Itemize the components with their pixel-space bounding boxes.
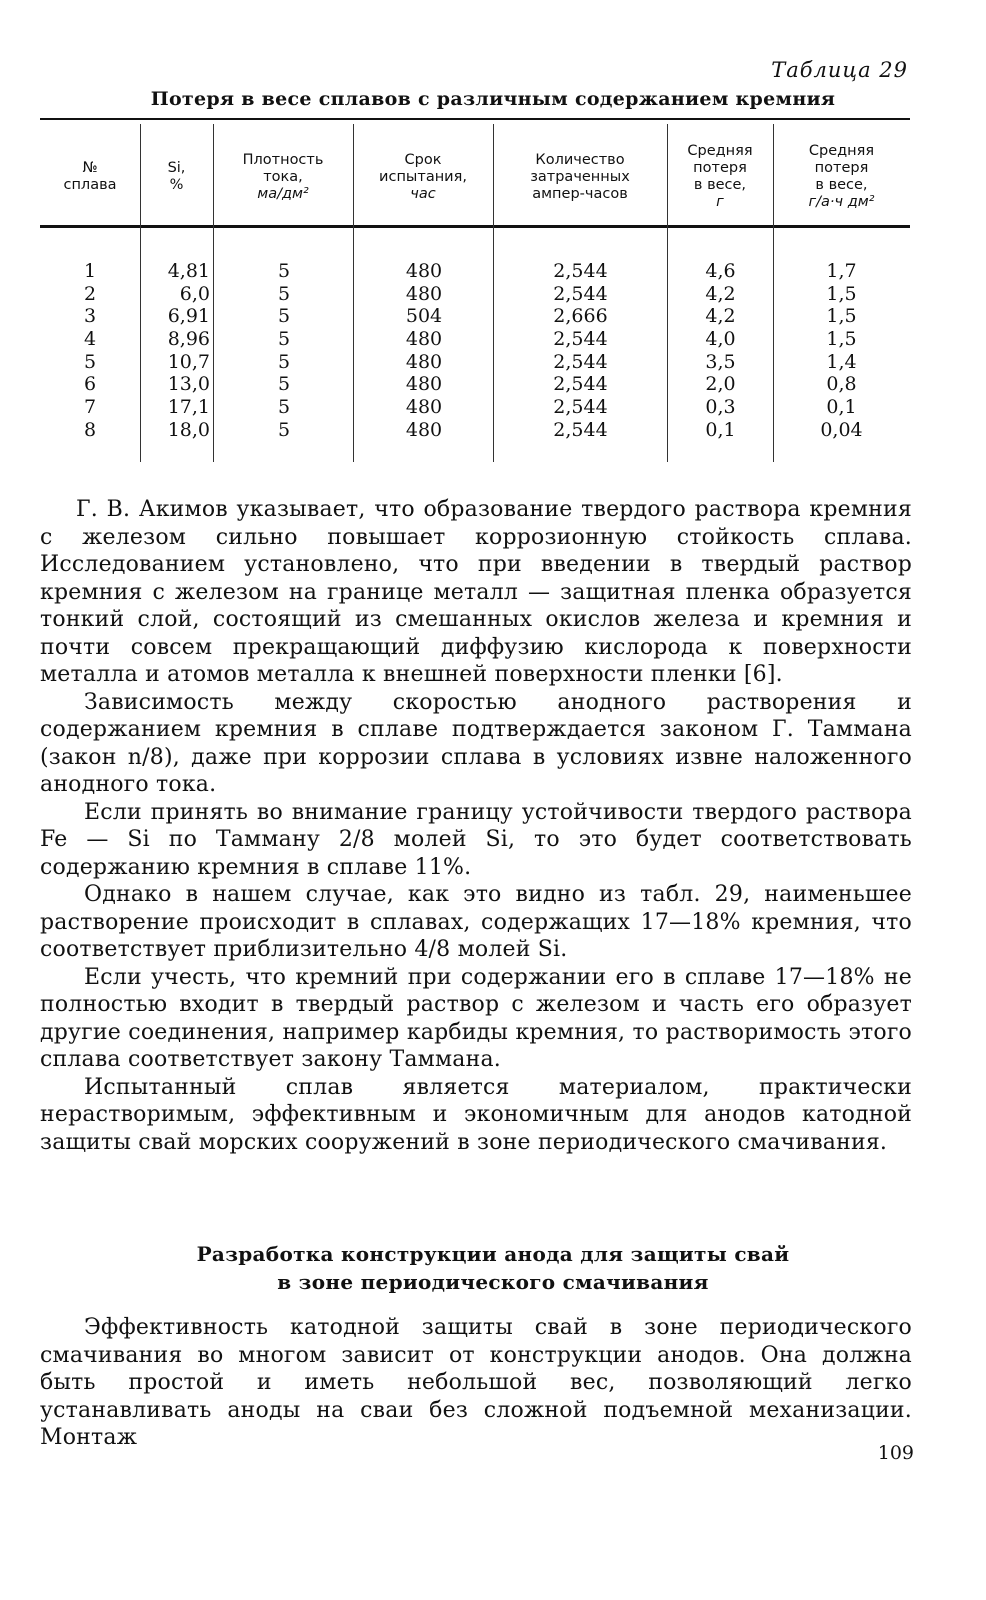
header-ampere-hours: Количество затраченных ампер-часов bbox=[530, 151, 630, 202]
table-cell: 0,04 bbox=[820, 418, 863, 441]
table-cell: 2,544 bbox=[553, 282, 608, 305]
table-cell: 0,8 bbox=[826, 373, 857, 396]
table-cell: 5 bbox=[277, 282, 291, 305]
table-cell: 8,96 bbox=[167, 328, 210, 351]
column-current-density bbox=[215, 260, 353, 442]
table-cell: 2,0 bbox=[705, 373, 736, 396]
header-silicon: Si, % bbox=[167, 160, 186, 193]
paragraph: Если учесть, что кремний при содержании его в сплаве 17—18% не полностью входит в твердый раствор с железом и часть его образует другие соединения, например карбиды кремния, то растворимость этого сплава соответствует закону Таммана. bbox=[40, 964, 912, 1072]
paragraph: Эффективность катодной защиты свай в зоне периодического смачивания во многом зависит от конструкции анодов. Она должна быть простой и иметь небольшой вес, позволяющий легко устанавливать аноды на сваи без сложной подъемной механизации. Монтаж bbox=[40, 1315, 912, 1450]
table-cell: 0,3 bbox=[705, 396, 736, 419]
table-cell: 4,6 bbox=[705, 260, 736, 282]
table-cell: 4,2 bbox=[705, 282, 736, 305]
section-heading: Разработка конструкции анода для защиты свай в зоне периодического смачивания bbox=[196, 1242, 790, 1294]
table-header-rule bbox=[40, 225, 910, 228]
table-cell: 1,5 bbox=[826, 305, 857, 328]
column-ampere-hours bbox=[493, 260, 668, 442]
table-cell: 5 bbox=[277, 260, 291, 282]
paragraph: Испытанный сплав является материалом, практически нерастворимым, эффективным и экономичным для анодов катодной защиты свай морских сооружений в зоне периодического смачивания. bbox=[40, 1074, 912, 1155]
table-cell: 1,7 bbox=[826, 260, 857, 282]
table-cell: 4,2 bbox=[705, 305, 736, 328]
table-cell: 4,81 bbox=[167, 260, 210, 282]
paragraph: Если принять во внимание границу устойчивости твердого раствора Fe — Si по Тамману 2/8 молей Si, то это будет соответствовать содержанию кремния в сплаве 11%. bbox=[40, 799, 912, 880]
table-cell: 4 bbox=[83, 328, 97, 351]
table-cell: 5 bbox=[83, 350, 97, 373]
table-cell: 3,5 bbox=[705, 350, 736, 373]
table-cell: 5 bbox=[277, 418, 291, 441]
table-cell: 480 bbox=[405, 328, 443, 351]
table-cell: 17,1 bbox=[167, 396, 210, 419]
table-cell: 1,5 bbox=[826, 328, 857, 351]
table-cell: 480 bbox=[405, 373, 443, 396]
table-cell: 480 bbox=[405, 260, 443, 282]
column-weight-loss-rate bbox=[773, 260, 910, 442]
table-cell: 1 bbox=[83, 260, 97, 282]
table-cell: 1,4 bbox=[826, 350, 857, 373]
column-alloy-number bbox=[40, 260, 140, 442]
body-text bbox=[40, 1314, 912, 1452]
table-cell: 1,5 bbox=[826, 282, 857, 305]
table-cell: 480 bbox=[405, 396, 443, 419]
column-test-duration bbox=[355, 260, 493, 442]
table-cell: 2,666 bbox=[553, 305, 608, 328]
page-number: 109 bbox=[877, 1442, 914, 1464]
table-cell: 480 bbox=[405, 350, 443, 373]
table-cell: 0,1 bbox=[705, 418, 736, 441]
table-cell: 2,544 bbox=[553, 350, 608, 373]
paragraph: Г. В. Акимов указывает, что образование твердого раствора кремния с железом сильно повышает коррозионную стойкость сплава. Исследованием установлено, что при введении в твердый раствор кремния с железом на границе металл — защитная пленка образуется тонкий слой, состоящий из смешанных окислов железа и кремния и почти совсем прекращающий диффузию кислорода к поверхности металла и атомов металла к внешней поверхности пленки [6]. bbox=[40, 497, 912, 687]
body-text bbox=[40, 496, 912, 1156]
table-cell: 504 bbox=[405, 305, 443, 328]
table-cell: 13,0 bbox=[167, 373, 210, 396]
table-cell: 2 bbox=[83, 282, 97, 305]
table-cell: 2,544 bbox=[553, 328, 608, 351]
header-test-duration: Срок испытания, час bbox=[379, 151, 467, 202]
table-cell: 6,91 bbox=[167, 305, 210, 328]
table-cell: 10,7 bbox=[167, 350, 210, 373]
table-cell: 6 bbox=[83, 373, 97, 396]
header-weight-loss-rate: Средняя потеря в весе, г/а·ч дм² bbox=[808, 143, 875, 210]
table-cell: 4,0 bbox=[705, 328, 736, 351]
paragraph: Зависимость между скоростью анодного растворения и содержанием кремния в сплаве подтверждается законом Г. Таммана (закон n/8), даже при коррозии сплава в условиях извне наложенного анодного тока. bbox=[40, 689, 912, 797]
table-cell: 5 bbox=[277, 305, 291, 328]
column-weight-loss bbox=[668, 260, 773, 442]
table-cell: 5 bbox=[277, 373, 291, 396]
table-cell: 2,544 bbox=[553, 418, 608, 441]
table-cell: 5 bbox=[277, 328, 291, 351]
table-label: Таблица 29 bbox=[771, 58, 908, 82]
header-alloy-number: № сплава bbox=[63, 160, 117, 193]
table-cell: 7 bbox=[83, 396, 97, 419]
table-cell: 2,544 bbox=[553, 396, 608, 419]
table-cell: 5 bbox=[277, 350, 291, 373]
table-cell: 6,0 bbox=[179, 282, 210, 305]
table-cell: 2,544 bbox=[553, 260, 608, 282]
table-cell: 480 bbox=[405, 418, 443, 441]
table-cell: 2,544 bbox=[553, 373, 608, 396]
table-cell: 3 bbox=[83, 305, 97, 328]
paragraph: Однако в нашем случае, как это видно из табл. 29, наименьшее растворение происходит в сплавах, содержащих 17—18% кремния, что соответствует приблизительно 4/8 молей Si. bbox=[40, 882, 912, 962]
table-top-rule bbox=[40, 118, 910, 120]
header-weight-loss: Средняя потеря в весе, г bbox=[687, 143, 753, 210]
table-cell: 0,1 bbox=[826, 396, 857, 419]
column-silicon bbox=[160, 260, 210, 442]
table-cell: 5 bbox=[277, 396, 291, 419]
header-current-density: Плотность тока, ма/дм² bbox=[242, 151, 324, 202]
table-cell: 8 bbox=[83, 418, 97, 441]
table-cell: 18,0 bbox=[167, 418, 210, 441]
table-cell: 480 bbox=[405, 282, 443, 305]
table-title: Потеря в весе сплавов с различным содержанием кремния bbox=[150, 88, 836, 110]
